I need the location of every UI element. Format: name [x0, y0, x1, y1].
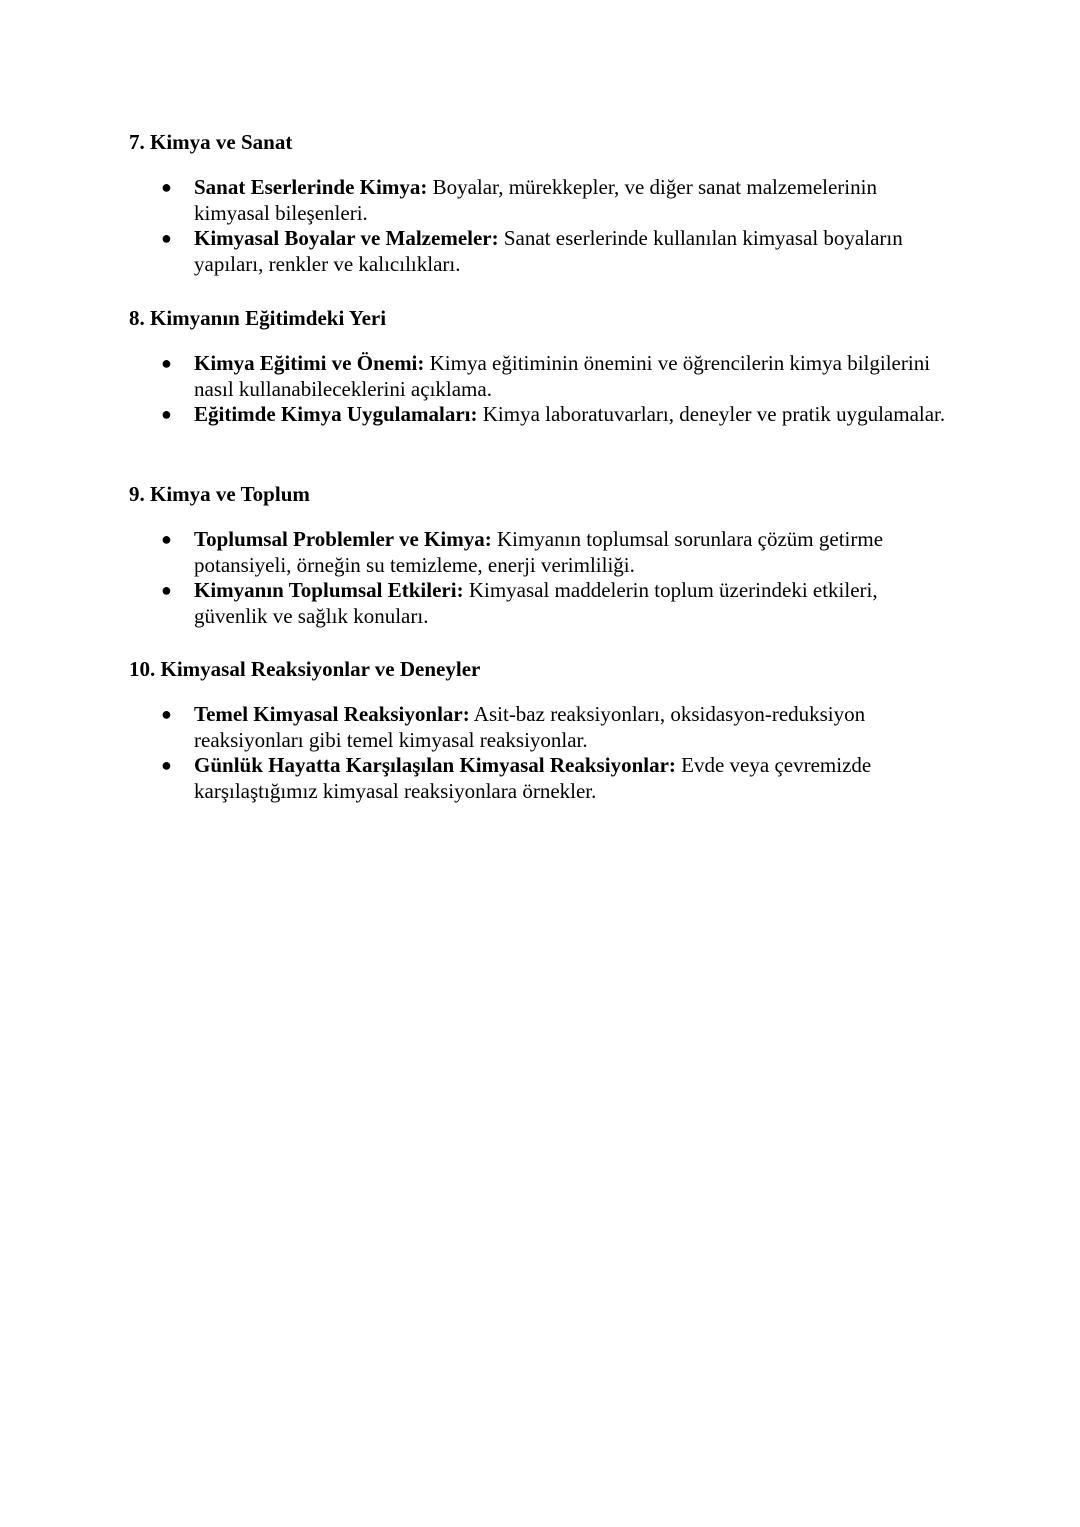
item-term: Kimyasal Boyalar ve Malzemeler: — [194, 226, 499, 250]
bullet-list — [129, 351, 949, 428]
item-term: Kimyanın Toplumsal Etkileri: — [194, 578, 464, 602]
section-title: 8. Kimyanın Eğitimdeki Yeri — [129, 306, 387, 330]
section-title: 7. Kimya ve Sanat — [129, 130, 293, 154]
bullet-icon: ● — [161, 580, 172, 600]
item-text: Boyalar, mürekkepler, ve diğer sanat malzemelerinin kimyasal bileşenleri. — [194, 175, 877, 225]
item-text: Kimyasal maddelerin toplum üzerindeki etkileri, güvenlik ve sağlık konuları. — [194, 578, 878, 628]
bullet-icon: ● — [161, 404, 172, 424]
item-term: Sanat Eserlerinde Kimya: — [194, 175, 428, 199]
item-text: Kimya eğitiminin önemini ve öğrencilerin kimya bilgilerini nasıl kullanabileceklerini açıklama. — [194, 351, 931, 401]
item-text: Kimya laboratuvarları, deneyler ve pratik uygulamalar. — [477, 402, 946, 426]
bullet-icon: ● — [161, 177, 172, 197]
section-9 — [129, 481, 949, 628]
item-term: Günlük Hayatta Karşılaşılan Kimyasal Reaksiyonlar: — [194, 753, 676, 777]
item-term: Kimya Eğitimi ve Önemi: — [194, 351, 425, 375]
list-item — [129, 402, 949, 428]
bullet-list — [129, 527, 949, 629]
section-title: 10. Kimyasal Reaksiyonlar ve Deneyler — [129, 657, 481, 681]
section-title: 9. Kimya ve Toplum — [129, 482, 310, 506]
bullet-icon: ● — [161, 755, 172, 775]
item-term: Temel Kimyasal Reaksiyonlar: — [194, 702, 470, 726]
list-item — [129, 578, 949, 629]
list-item — [129, 175, 949, 226]
list-item — [129, 226, 949, 277]
item-text: Sanat eserlerinde kullanılan kimyasal boyaların yapıları, renkler ve kalıcılıkları. — [194, 226, 903, 276]
item-term: Toplumsal Problemler ve Kimya: — [194, 527, 492, 551]
bullet-icon: ● — [161, 228, 172, 248]
section-10 — [129, 656, 949, 803]
item-term: Eğitimde Kimya Uygulamaları: — [194, 402, 478, 426]
item-text: Asit-baz reaksiyonları, oksidasyon-reduksiyon reaksiyonları gibi temel kimyasal reaksiyonlar. — [194, 702, 866, 752]
list-item — [129, 753, 949, 804]
bullet-icon: ● — [161, 704, 172, 724]
item-text: Evde veya çevremizde karşılaştığımız kimyasal reaksiyonlara örnekler. — [194, 753, 872, 803]
bullet-icon: ● — [161, 353, 172, 373]
bullet-icon: ● — [161, 529, 172, 549]
list-item — [129, 351, 949, 402]
item-text: Kimyanın toplumsal sorunlara çözüm getirme potansiyeli, örneğin su temizleme, enerji verimliliği. — [194, 527, 884, 577]
section-7 — [129, 129, 949, 276]
list-item — [129, 702, 949, 753]
section-8 — [129, 305, 949, 426]
bullet-list — [129, 175, 949, 277]
bullet-list — [129, 702, 949, 804]
list-item — [129, 527, 949, 578]
